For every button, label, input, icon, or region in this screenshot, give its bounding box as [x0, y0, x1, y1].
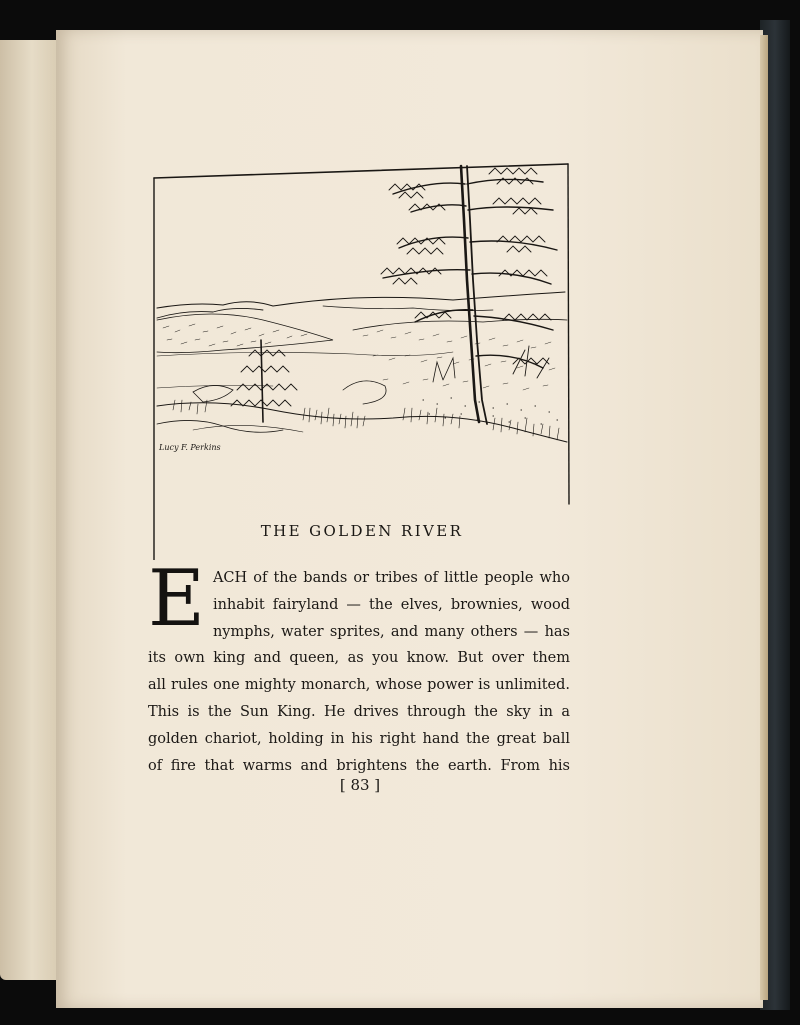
text-line: its own king and queen, as you know. But over them [148, 650, 570, 667]
chapter-body [148, 554, 570, 779]
drop-cap: E [148, 554, 205, 644]
text-line: This is the Sun King. He drives through the sky in a [148, 703, 570, 720]
page-number: [ 83 ] [339, 776, 381, 794]
text-line: golden chariot, holding in his right hand the great ball [148, 730, 570, 747]
chapter-title: THE GOLDEN RIVER [260, 522, 464, 540]
page-edges [760, 35, 768, 1000]
text-line: ACH of the bands or tribes of little people who [212, 570, 570, 586]
text-line: inhabit fairyland — the elves, brownies, wood [212, 596, 570, 613]
facing-page [0, 40, 58, 980]
artist-signature: Lucy F. Perkins [159, 443, 221, 452]
text-line: all rules one mighty monarch, whose power is unlimited. [148, 677, 570, 694]
text-line: nymphs, water sprites, and many others — has [212, 623, 570, 640]
text-line: of fire that warms and brightens the earth. From his [148, 757, 570, 774]
landscape-illustration [153, 160, 571, 560]
